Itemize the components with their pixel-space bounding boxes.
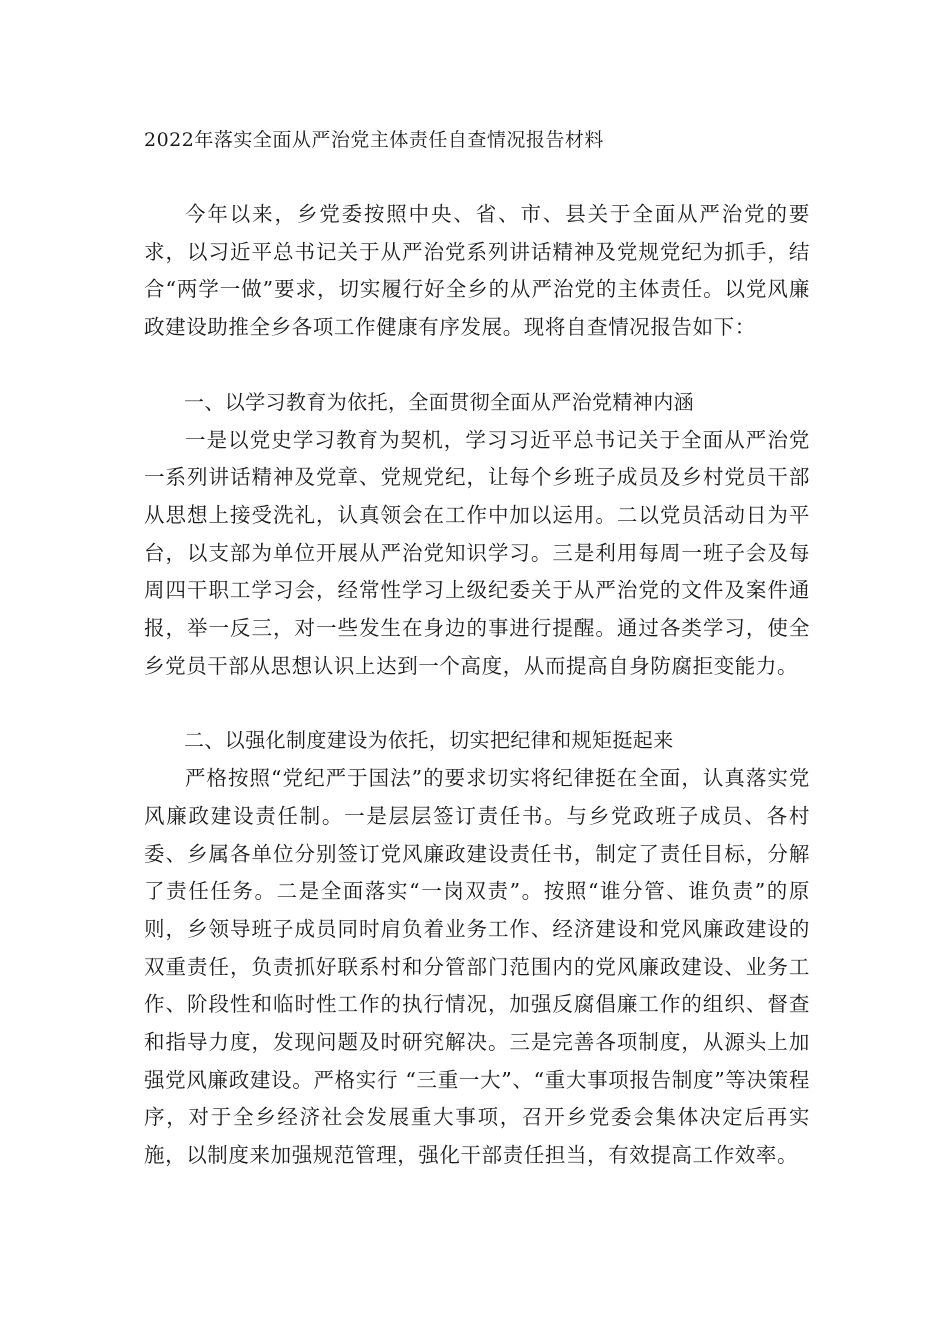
section-spacer: [144, 685, 810, 722]
section-1-heading: 一、以学习教育为依托，全面贯彻全面从严治党精神内涵: [184, 389, 694, 414]
section-2-heading: 二、以强化制度建设为依托，切实把纪律和规矩挺起来: [184, 728, 674, 753]
document-body: [144, 196, 810, 1175]
intro-paragraph: 今年以来，乡党委按照中央、省、市、县关于全面从严治党的要求，以习近平总书记关于从严治党系列讲话精神及党规党纪为抓手，结合“两学一做”要求，切实履行好全乡的从严治党的主体责任。以党风廉政建设助推全乡各项工作健康有序发展。现将自查情况报告如下：: [144, 202, 810, 340]
section-spacer: [144, 347, 810, 384]
section-1-paragraph: 一是以党史学习教育为契机，学习习近平总书记关于全面从严治党一系列讲话精神及党章、党规党纪，让每个乡班子成员及乡村党员干部从思想上接受洗礼，认真领会在工作中加以运用。二以党员活动日为平台，以支部为单位开展从严治党知识学习。三是利用每周一班子会及每周四干职工学习会，经常性学习上级纪委关于从严治党的文件及案件通报，举一反三，对一些发生在身边的事进行提醒。通过各类学习，使全乡党员干部从思想认识上达到一个高度，从而提高自身防腐拒变能力。: [144, 427, 810, 678]
document-title: 2022年落实全面从严治党主体责任自查情况报告材料: [144, 129, 604, 151]
section-2-paragraph: 严格按照“党纪严于国法”的要求切实将纪律挺在全面，认真落实党风廉政建设责任制。一是层层签订责任书。与乡党政班子成员、各村委、乡属各单位分别签订党风廉政建设责任书，制定了责任目标，分解了责任任务。二是全面落实“一岗双责”。按照“谁分管、谁负责”的原则，乡领导班子成员同时肩负着业务工作、经济建设和党风廉政建设的双重责任，负责抓好联系村和分管部门范围内的党风廉政建设、业务工作、阶段性和临时性工作的执行情况，加强反腐倡廉工作的组织、督查和指导力度，发现问题及时研究解决。三是完善各项制度，从源头上加强党风廉政建设。严格实行 “三重一大”、“重大事项报告制度”等决策程序，对于全乡经济社会发展重大事项，召开乡党委会集体决定后再实施，以制度来加强规范管理，强化干部责任担当，有效提高工作效率。: [144, 766, 810, 1168]
